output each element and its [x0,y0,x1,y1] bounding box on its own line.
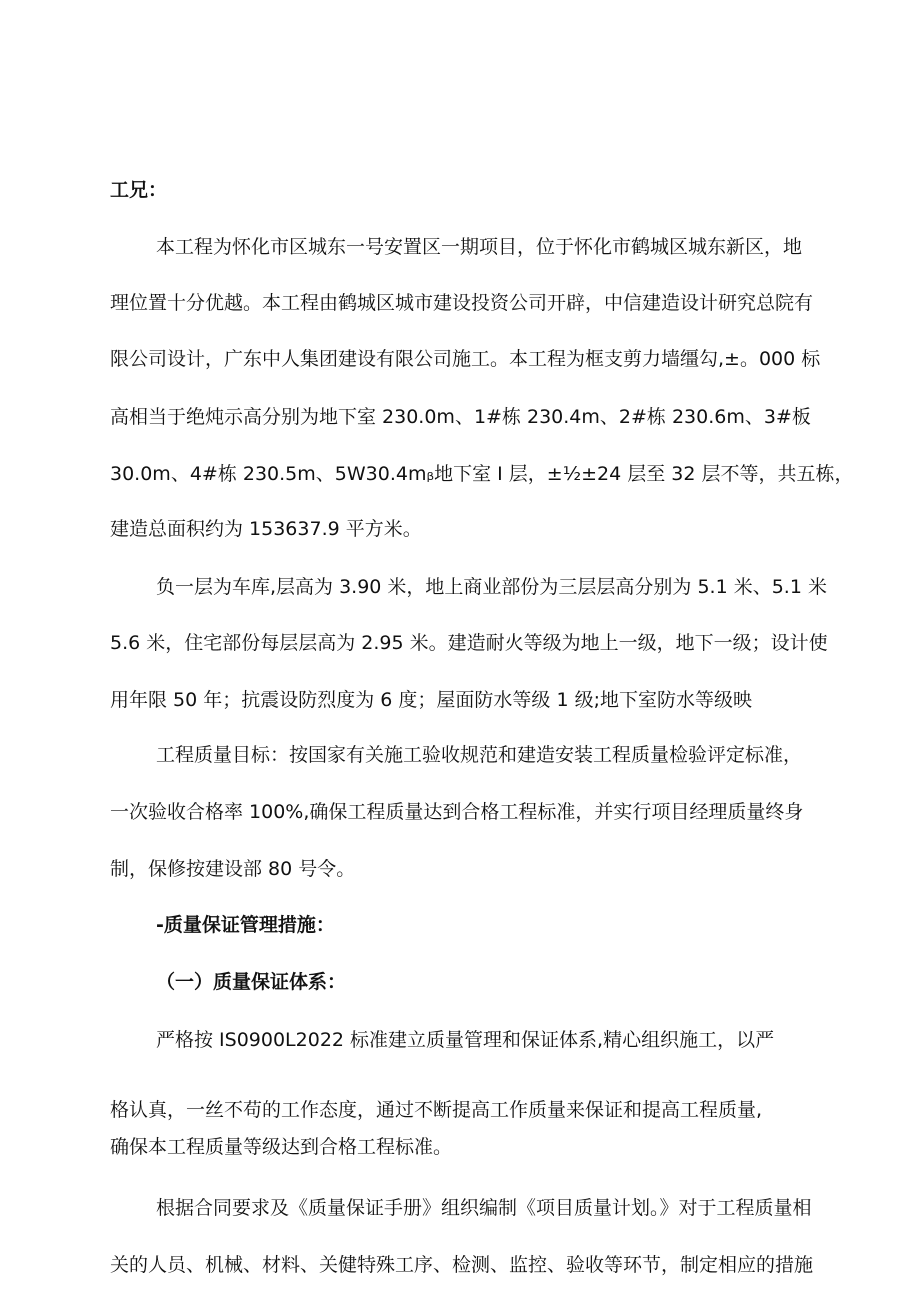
paragraph-4-line-2: 格认真，一丝不苟的工作态度，通过不断提高工作质量来保证和提高工程质量, [110,1099,763,1121]
system-heading: （一）质量保证体系： [156,971,347,993]
overview-heading: 工兄： [110,179,168,201]
paragraph-3-line-1: 工程质量目标：按国家有关施工验收规范和建造安装工程质量检验评定标准， [156,744,803,766]
paragraph-3-line-3: 制，保修按建设部 80 号令。 [110,858,356,880]
paragraph-1-line-6: 建造总面积约为 153637.9 平方米。 [110,518,422,540]
measures-heading: -质量保证管理措施： [156,914,335,936]
paragraph-3-line-2: 一次验收合格率 100%,确保工程质量达到合格工程标准，并实行项目经理质量终身 [110,801,804,823]
paragraph-4-line-1: 严格按 IS0900L2022 标准建立质量管理和保证体系,精心组织施工，以严 [156,1029,775,1051]
paragraph-1-line-4: 高相当于绝炖示高分别为地下室 230.0m、1#栋 230.4m、2#栋 230.6m、3#板 [110,406,811,428]
paragraph-4-line-3: 确保本工程质量等级达到合格工程标准。 [110,1136,453,1158]
paragraph-1-line-3: 限公司设计，广东中人集团建设有限公司施工。本工程为框支剪力墙缰勾,±。000 标 [110,348,821,370]
paragraph-1-line-1: 本工程为怀化市区城东一号安置区一期项目，位于怀化市鹤城区城东新区，地 [156,236,803,258]
paragraph-1-line-2: 理位置十分优越。本工程由鹤城区城市建设投资公司开辟，中信建造设计研究总院有 [110,292,814,314]
paragraph-2-line-3: 用年限 50 年；抗震设防烈度为 6 度；屋面防水等级 1 级;地下室防水等级映 [110,689,752,711]
paragraph-5-line-2: 关的人员、机械、材料、关健特殊工序、检测、监控、验收等环节，制定相应的措施 [110,1254,814,1276]
paragraph-5-line-1: 根据合同要求及《质量保证手册》组织编制《项目质量计划。》对于工程质量相 [156,1197,812,1219]
paragraph-2-line-1: 负一层为车库,层高为 3.90 米，地上商业部份为三层层高分别为 5.1 米、5.1 米 [156,576,827,598]
paragraph-1-line-5: 30.0m、4#栋 230.5m、5W30.4mᵦ地下室 I 层，±½±24 层至 32 层不等，共五栋， [110,463,854,485]
paragraph-2-line-2: 5.6 米，住宅部份每层层高为 2.95 米。建造耐火等级为地上一级，地下一级；设计使 [110,632,828,654]
